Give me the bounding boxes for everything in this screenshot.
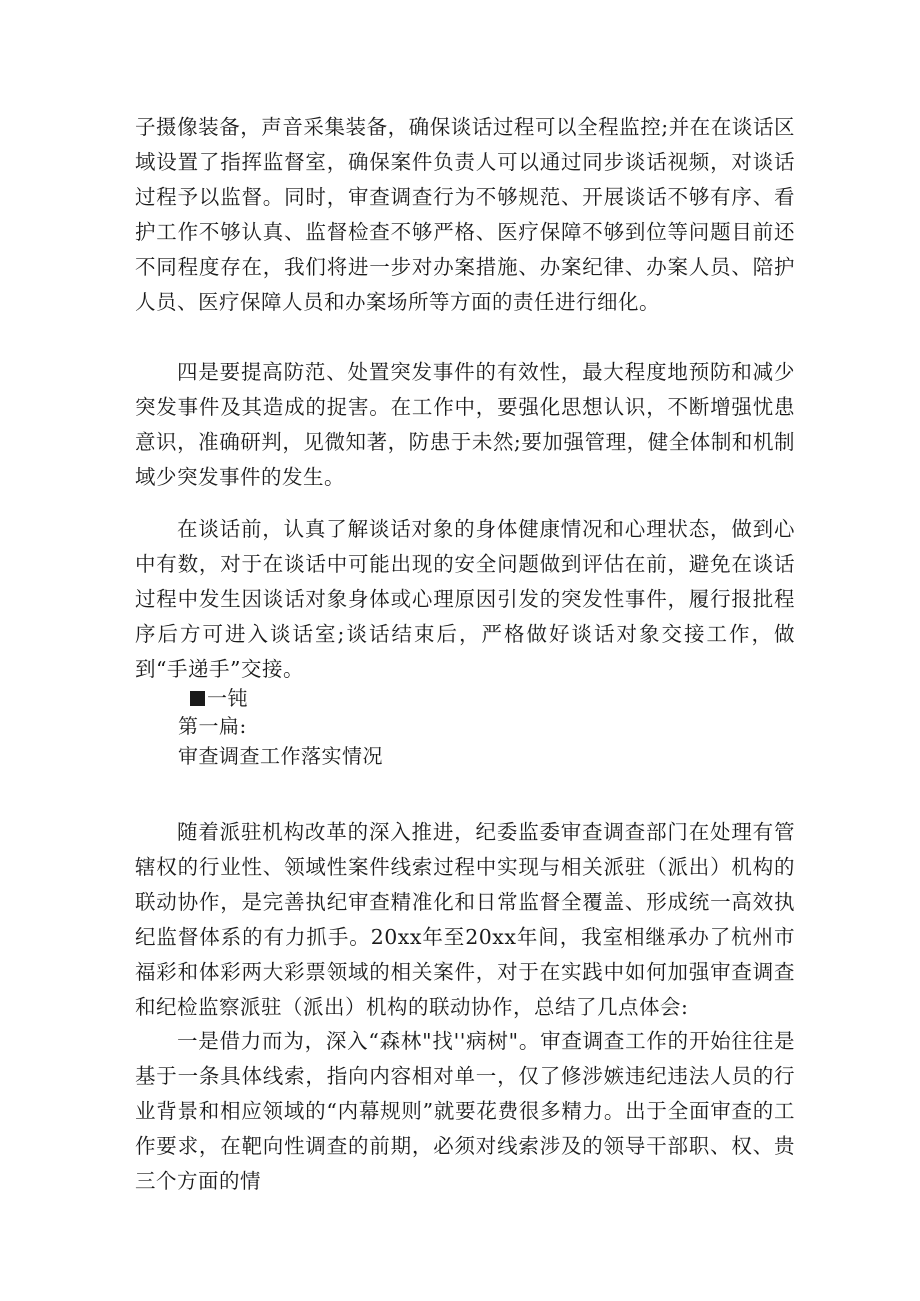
part-label: 第一扁: [178,714,247,738]
paragraph-3: 在谈话前，认真了解谈话对象的身体健康情况和心理状态，做到心中有数，对于在谈话中可能出现的安全问题做到评估在前，避免在谈话过程中发生因谈话对象身体或心理原因引发的突发性事件，履行报批程序后方可进入谈话室;谈话结束后，严格做好谈话对象交接工作，做到“手递手”交接。 [135,517,795,681]
black-square-icon [190,691,205,706]
paragraph-4: 随着派驻机构改革的深入推进，纪委监委审查调查部门在处理有管辖权的行业性、领域性案件线索过程中实现与相关派驻（派出）机构的联动协作，是完善执纪审查精准化和日常监督全覆盖、形成统一高效执纪监督体系的有力抓手。20xx年至20xx年间，我室相继承办了杭州市福彩和体彩两大彩票领域的相关案件，对于在实践中如何加强审查调查和纪检监察派驻（派出）机构的联动协作，总结了几点体会: [135,820,795,1019]
part-title: 审查调查工作落实情况 [178,744,383,768]
section-marker [190,684,248,712]
paragraph-1: 子摄像装备，声音采集装备，确保谈话过程可以全程监控;并在在谈话区域设置了指挥监督室，确保案件负责人可以通过同步谈话视频，对谈话过程予以监督。同时，审查调查行为不够规范、开展谈话不够有序、看护工作不够认真、监督检查不够严格、医疗保障不够到位等问题目前还不同程度存在，我们将进一步对办案措施、办案纪律、办案人员、陪护人员、医疗保障人员和办案场所等方面的责任进行细化。 [135,115,795,314]
section-marker-text: 一钝 [207,686,248,710]
paragraph-2: 四是要提高防范、处置突发事件的有效性，最大程度地预防和减少突发事件及其造成的捉害。在工作中，要强化思想认识，不断增强忧患意识，准确研判，见微知著，防患于未然;要加强管理，健全体制和机制域少突发事件的发生。 [135,360,795,489]
paragraph-5: 一是借力而为，深入“森林"找''病树"。审查调查工作的开始往往是基于一条具体线索，指向内容相对单一，仅了修涉嫉违纪违法人员的行业背景和相应领域的“内幕规则”就要花费很多精力。出于全面审查的工作要求，在靶向性调查的前期，必须对线索涉及的领导干部职、权、贵三个方面的情 [135,1029,795,1193]
